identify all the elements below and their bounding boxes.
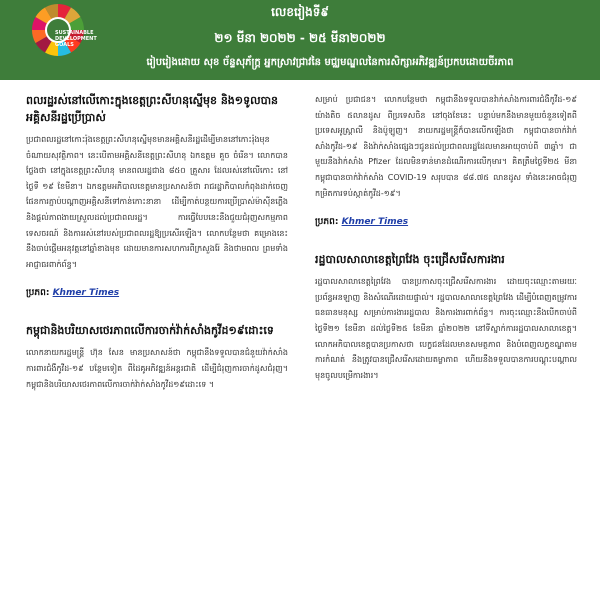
article-body: ប្រជាពលរដ្ឋនៅកោះរ៉ុងខេត្តព្រះសីហនុស្នើមុខមានអគ្គិសនីរដ្ឋដើម្បីមាននៅកោះរ៉ុងមុនចំណាយសុវត្ថិភាព។ នេះបើតាមអគ្គិសនីខេត្តព្រះសីហនុ ឯកឧត្តម គួច ចំរើន។ លោកបានថ្លែងថា នៅក្នុងខេត្តព្រះសីហនុ មានពលរដ្ឋជាង ៨៥០ គ្រួសារ ដែលរស់នៅលើកោះ នៅថ្ងៃទី ១៩ ខែមីនា។ ឯកឧត្តមអភិបាលខេត្តមានប្រសាសន៍ថា រាជរដ្ឋាភិបាលកំពុងដាក់ចេញផែនការភ្ជាប់បណ្តាញអគ្គិសនីទៅកាន់កោះនានា ដើម្បីកាត់បន្ថយការប្រើប្រាស់ម៉ាស៊ីនភ្លើង និងផ្តល់ភាពងាយស្រួលដល់ប្រជាពលរដ្ឋ។ ការធ្វើបែបនេះនឹងជួយជំរុញសកម្មភាពទេសចរណ៍ និងការរស់នៅរបស់ប្រជាពលរដ្ឋឱ្យប្រសើរឡើង។ លោកបន្ថែមថា គម្រោងនេះនឹងចាប់ផ្តើមអនុវត្តនៅឆ្នាំខាងមុខ ដោយមានការសហការពីក្រសួងរ៉ែ និងថាមពល ព្រមទាំងអាជ្ញាធរពាក់ព័ន្ធ។: [26, 135, 288, 269]
left-column: [26, 92, 288, 600]
source-link[interactable]: Khmer Times: [52, 288, 120, 299]
article-title: កម្ពុជានិងបរិយាសថេរភាពលើការចាក់វ៉ាក់សាំងកូវីដ១៩ដោះទេ: [26, 324, 274, 338]
logo-label-line1: SUSTAINABLE: [55, 30, 94, 36]
issue-number: លេខរៀងទី៩: [271, 5, 329, 19]
right-column: [315, 92, 577, 600]
article-source: [26, 286, 288, 300]
source-label: ប្រភព:: [315, 217, 339, 228]
article-body-continued: សម្រាប់ ប្រជាជន។ លោកបន្ថែមថា កម្ពុជានឹងទទួលបានវ៉ាក់សាំងការពារជំងឺកូវីដ-១៩ យ៉ាងតិច ៥លានដូស ពីប្រទេសចិន នៅចុងខែនេះ បន្ទាប់មកនឹងមានមួយចំនួនទៀតពីប្រទេសអូស្ត្រាលី និងប៉ូឡូញ។ នាយករដ្ឋមន្ត្រីក៏បានលើកឡើងថា កម្ពុជាបានចាក់វ៉ាក់សាំងកូវីដ-១៩ និងវ៉ាក់សាំងផ្សេងៗជូនដល់ប្រជាពលរដ្ឋដែលមានអាយុចាប់ពី ៣ឆ្នាំ។ ជាមួយនឹងវ៉ាក់សាំង Pfizer ដែលមិនទាន់មានដំណើរការលើកុមារ។ គិតត្រឹមថ្ងៃទី២៥ មីនា កម្ពុជាបានចាក់វ៉ាក់សាំង COVID-19 សរុបបាន ៨៨.៧៥ លានដូស ទាំងនេះអាចជំរុញកម្រិតការទប់ស្កាត់កូវីដ-១៩។: [315, 95, 577, 198]
article-title: រដ្ឋបាលសាលាខេត្តព្រៃវែង ចុះជ្រើសរើសការងារ: [315, 253, 505, 267]
header-banner: [0, 0, 600, 80]
article-source: [315, 215, 577, 229]
source-label: ប្រភព:: [26, 288, 50, 299]
article-title: ពលរដ្ឋរស់នៅលើកោះក្នុងខេត្តព្រះសីហនុស្នើមុខ និង១ទូលបានអគ្គិសនីរដ្ឋប្រើប្រាស់: [26, 94, 279, 124]
compiled-by: រៀបរៀងដោយ សុខ ច័ន្ទសុភ័ក្ត្រ អ្នកស្រាវជ្រាវនៃ មជ្ឈមណ្ឌលនៃការសិក្សាអភិវឌ្ឍន៍ប្រកបដោយចីរភាព: [146, 57, 514, 68]
date-range: ២១ មីនា ២០២២ - ២៥ មីនា២០២២: [214, 31, 386, 45]
article-body: លោកនាយករដ្ឋមន្ត្រី ហ៊ុន សែន មានប្រសាសន៍ថា កម្ពុជានឹងទទួលបានជំនួយវ៉ាក់សាំងការពារជំងឺកូវីដ-១៩ បន្ថែមទៀត ពីដៃគូអភិវឌ្ឍន៍អន្តរជាតិ ដើម្បីជំរុញការចាក់ដូសជំរុញ។ កម្ពុជានិងបរិយាសថេរភាពលើការចាក់វ៉ាក់សាំងកូវីដ១៩ដោះទេ ។: [26, 348, 288, 389]
source-link[interactable]: Khmer Times: [341, 217, 409, 228]
logo-label-line2: DEVELOPMENT: [55, 36, 97, 42]
article-body: រដ្ឋបាលសាលាខេត្តព្រៃវែង បានប្រកាសចុះជ្រើសរើសការងារ ដោយចុះឈ្មោះតាមរយៈប្រព័ន្ធអនឡាញ និងសំណើរដោយផ្ទាល់។ រដ្ឋបាលសាលាខេត្តព្រៃវែង ដើម្បីបំពេញតម្រូវការធនធានមនុស្ស សម្រាប់ការងាររដ្ឋបាល និងការងារពាក់ព័ន្ធ។ ការចុះឈ្មោះនឹងបើកចាប់ពីថ្ងៃទី២១ ខែមីនា ដល់ថ្ងៃទី២៥ ខែមីនា ឆ្នាំ២០២២ នៅទីស្នាក់ការរដ្ឋបាលសាលាខេត្ត។ លោកអភិបាលខេត្តបានប្រកាសថា បេក្ខជនដែលមានសមត្ថភាព និងបំពេញលក្ខខណ្ឌតាមការកំណត់ នឹងត្រូវបានជ្រើសរើសដោយតម្លាភាព ហើយនឹងទទួលបានការបណ្តុះបណ្តាលមុនចូលបម្រើការងារ។: [315, 277, 577, 380]
logo-label-line3: GOALS: [55, 42, 74, 48]
